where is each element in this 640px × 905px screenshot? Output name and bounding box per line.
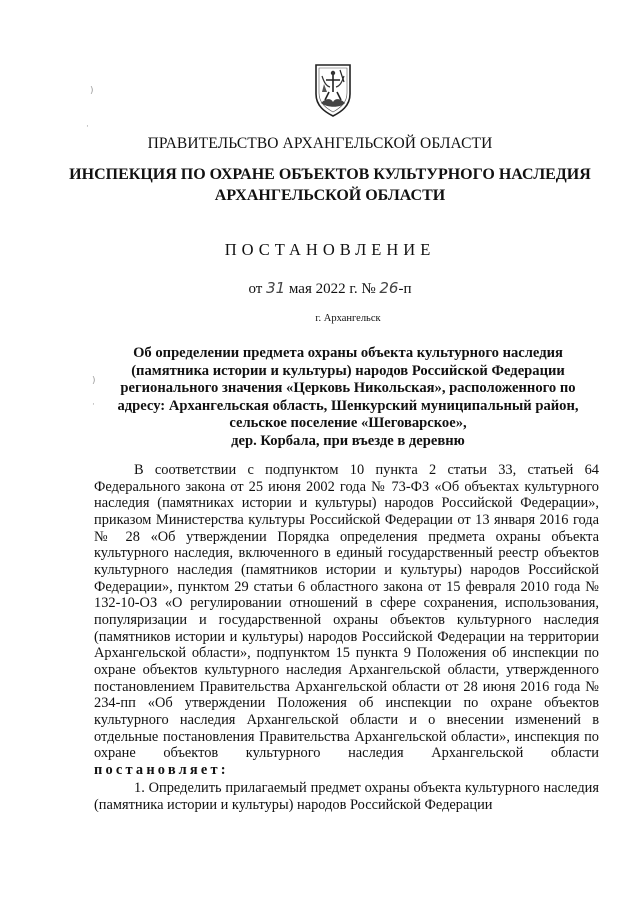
margin-mark: ): [90, 86, 94, 96]
coat-of-arms-icon: [313, 62, 353, 118]
date-day-handwritten: 31: [266, 279, 286, 297]
title-line: дер. Корбала, при въезде в деревню: [231, 432, 465, 449]
margin-mark: ·: [86, 122, 89, 132]
number-suffix: -п: [398, 281, 412, 297]
decree-word: постановляет:: [94, 761, 229, 778]
title-line: адресу: Архангельская область, Шенкурский муниципальный район,: [117, 397, 579, 414]
title-line: (памятника истории и культуры) народов Российской Федерации: [131, 362, 565, 379]
margin-mark: ): [92, 376, 96, 386]
document-body: [94, 462, 599, 814]
date-month-year: мая 2022 г. №: [288, 281, 376, 297]
item-1-paragraph: 1. Определить прилагаемый предмет охраны объекта культурного наследия (памятника истории и культуры) народов Российской Федерации: [94, 780, 599, 814]
title-line: сельское поселение «Шеговарское»,: [229, 415, 467, 432]
city: г. Архангельск: [315, 313, 381, 324]
government-name: ПРАВИТЕЛЬСТВО АРХАНГЕЛЬСКОЙ ОБЛАСТИ: [147, 135, 493, 152]
date-prefix: от: [248, 281, 263, 297]
preamble-paragraph: [94, 462, 599, 778]
document-title: [108, 345, 588, 451]
inspection-name-line: АРХАНГЕЛЬСКОЙ ОБЛАСТИ: [214, 187, 446, 204]
document-date-line: [0, 279, 640, 298]
title-line: регионального значения «Церковь Никольская», расположенного по: [120, 380, 576, 397]
document-type: ПОСТАНОВЛЕНИЕ: [224, 240, 436, 259]
margin-mark: ·: [92, 400, 95, 410]
title-line: Об определении предмета охраны объекта культурного наследия: [133, 345, 563, 361]
inspection-name: [60, 164, 600, 206]
preamble-text: В соответствии с подпунктом 10 пункта 2 статьи 33, статьей 64 Федерального закона от 25 июня 2002 года № 73-ФЗ «Об объектах культурного наследия (памятниках истории и культуры) народов Российской Федерации», приказом Министерства культуры Российской Федерации от 13 января 2016 года № 28 «Об утверждении Порядка определения предмета охраны объекта культурного наследия, включенного в единый государственный реестр объектов культурного наследия (памятников истории и культуры) народов Российской Федерации», пунктом 29 статьи 6 областного закона от 15 февраля 2010 года № 132-10-ОЗ «О регулировании отношений в сфере сохранения, использования, популяризации и государственной охраны объектов культурного наследия (памятников истории и культуры) народов Российской Федерации на территории Архангельской области», подпунктом 15 пункта 9 Положения об инспекции по охране объектов культурного наследия Архангельской области, утвержденного постановлением Правительства Архангельской области от 28 июня 2016 года № 234-пп «Об утверждении Положения об инспекции по охране объектов культурного наследия Архангельской области и о внесении изменений в отдельные постановления Правительства Архангельской области», инспекция по охране объектов культурного наследия Архангельской области: [94, 462, 599, 762]
document-number-handwritten: 26: [379, 279, 399, 297]
inspection-name-line: ИНСПЕКЦИЯ ПО ОХРАНЕ ОБЪЕКТОВ КУЛЬТУРНОГО НАСЛЕДИЯ: [69, 166, 591, 183]
